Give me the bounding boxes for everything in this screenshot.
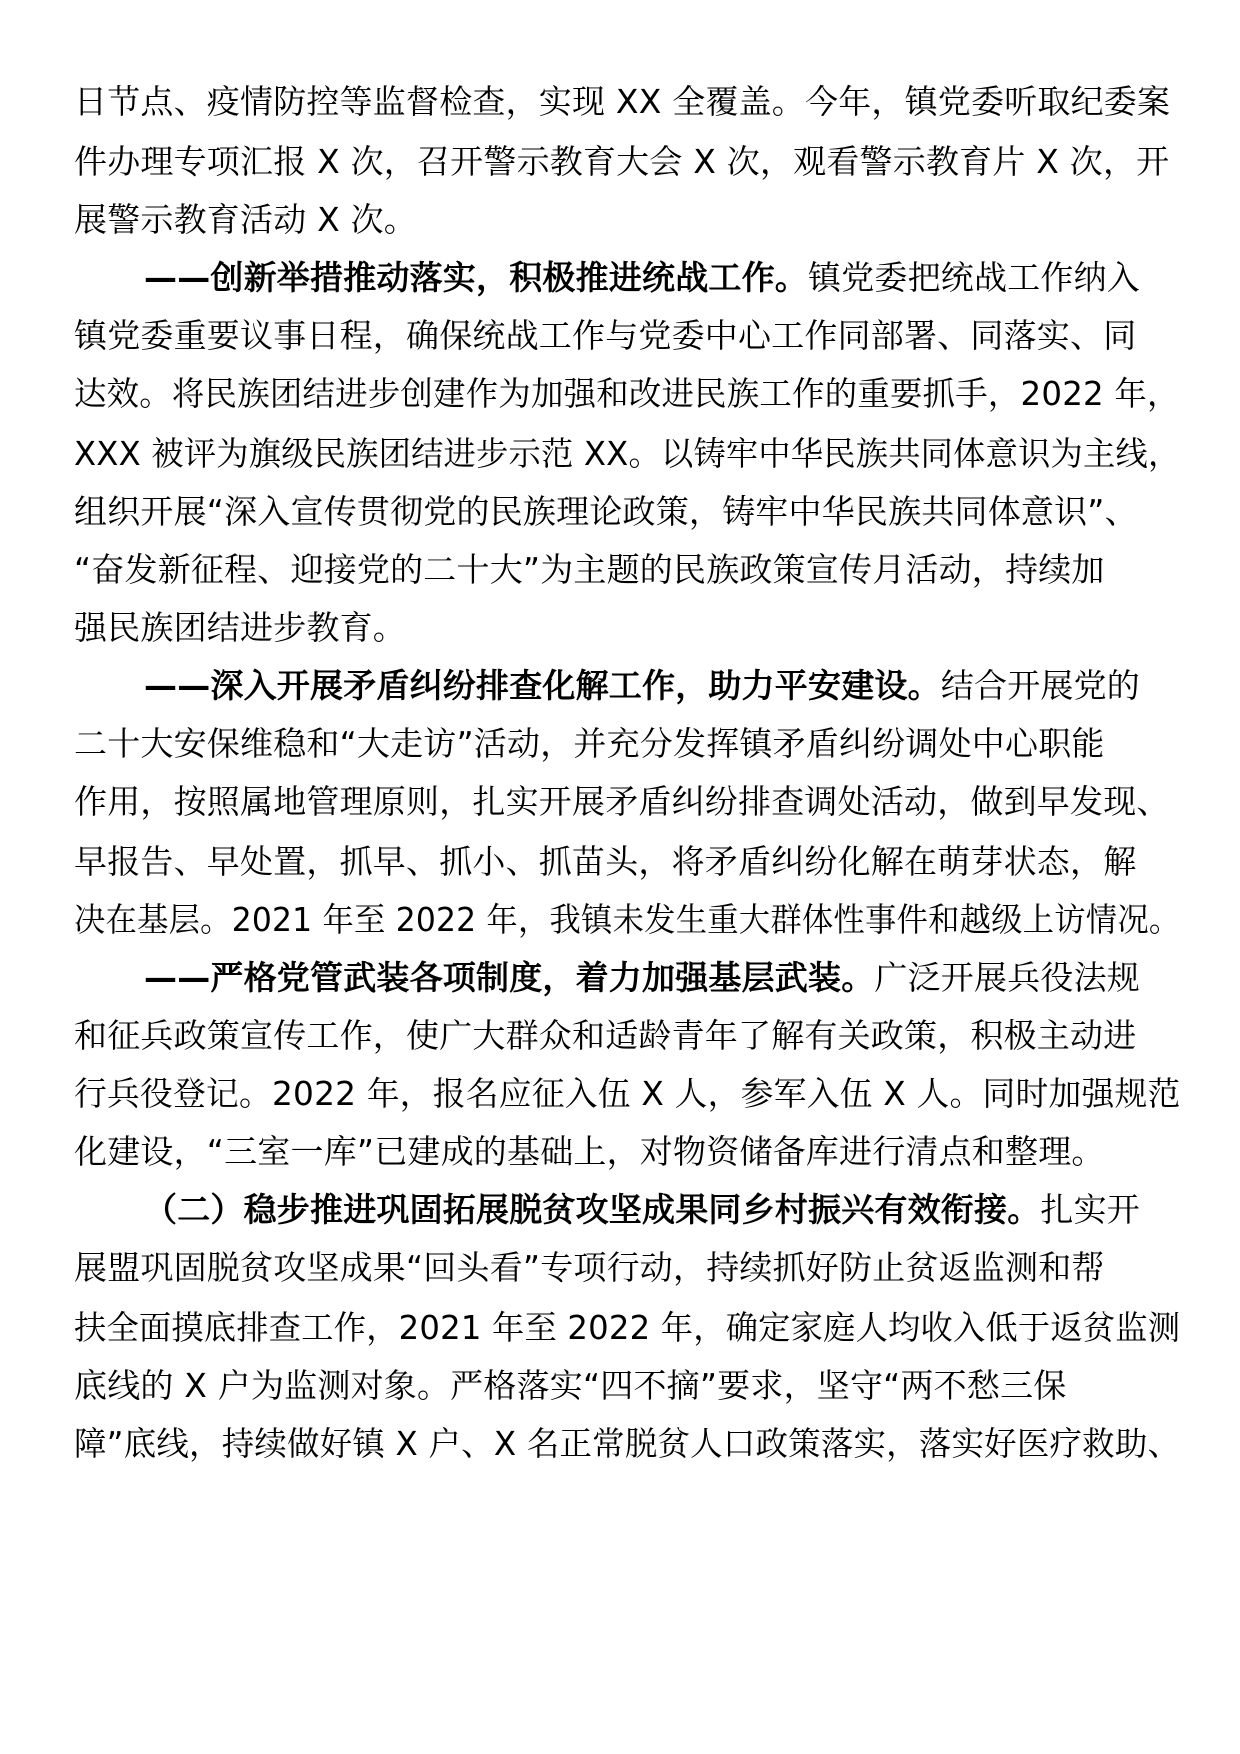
text-line: “奋发新征程、迎接党的二十大”为主题的民族政策宣传月活动，持续加 — [74, 550, 1105, 589]
paragraph-text: 广泛开展兵役法规 — [874, 958, 1141, 997]
text-line: 件办理专项汇报 X 次，召开警示教育大会 X 次，观看警示教育片 X 次，开 — [74, 142, 1170, 181]
text-line: 化建设，“三室一库”已建成的基础上，对物资储备库进行清点和整理。 — [74, 1132, 1105, 1171]
text-line: 扶全面摸底排查工作，2021 年至 2022 年，确定家庭人均收入低于返贫监测 — [74, 1308, 1181, 1347]
text-line: 早报告、早处置，抓早、抓小、抓苗头，将矛盾纠纷化解在萌芽状态，解 — [74, 842, 1137, 881]
text-line: 镇党委重要议事日程，确保统战工作与党委中心工作同部署、同落实、同 — [74, 316, 1137, 355]
text-line: 行兵役登记。2022 年，报名应征入伍 X 人，参军入伍 X 人。同时加强规范 — [74, 1074, 1181, 1113]
text-line: 展警示教育活动 X 次。 — [74, 200, 417, 239]
paragraph-heading: ——严格党管武装各项制度，着力加强基层武装。 — [144, 958, 875, 997]
paragraph-heading: ——创新举措推动落实，积极推进统战工作。 — [144, 258, 808, 297]
text-line: 组织开展“深入宣传贯彻党的民族理论政策，铸牢中华民族共同体意识”、 — [74, 492, 1138, 531]
text-line: 底线的 X 户为监测对象。严格落实“四不摘”要求，坚守“两不愁三保 — [74, 1366, 1067, 1405]
text-line: 和征兵政策宣传工作，使广大群众和适龄青年了解有关政策，积极主动进 — [74, 1016, 1137, 1055]
paragraph-text: 扎实开 — [1040, 1190, 1141, 1229]
text-line: XXX 被评为旗级民族团结进步示范 XX。以铸牢中华民族共同体意识为主线， — [74, 434, 1181, 473]
paragraph-first-line — [144, 1190, 1140, 1230]
text-line: 二十大安保维稳和“大走访”活动，并充分发挥镇矛盾纠纷调处中心职能 — [74, 724, 1105, 763]
paragraph-first-line — [144, 258, 1140, 298]
text-line: 强民族团结进步教育。 — [74, 608, 406, 647]
paragraph-text: 镇党委把统战工作纳入 — [808, 258, 1140, 297]
text-line: 决在基层。2021 年至 2022 年，我镇未发生重大群体性事件和越级上访情况。 — [74, 900, 1181, 939]
text-line: 展盟巩固脱贫攻坚成果“回头看”专项行动，持续抓好防止贫返监测和帮 — [74, 1248, 1105, 1287]
text-line: 障”底线，持续做好镇 X 户、X 名正常脱贫人口政策落实，落实好医疗救助、 — [74, 1424, 1181, 1463]
paragraph-first-line — [144, 666, 1140, 706]
paragraph-heading: ——深入开展矛盾纠纷排查化解工作，助力平安建设。 — [144, 666, 941, 705]
text-line: 作用，按照属地管理原则，扎实开展矛盾纠纷排查调处活动，做到早发现、 — [74, 782, 1170, 821]
text-line: 达效。将民族团结进步创建作为加强和改进民族工作的重要抓手，2022 年， — [74, 374, 1180, 413]
paragraph-text: 结合开展党的 — [940, 666, 1141, 705]
paragraph-first-line — [144, 958, 1140, 998]
section-heading: （二）稳步推进巩固拓展脱贫攻坚成果同乡村振兴有效衔接。 — [144, 1190, 1041, 1229]
text-line: 日节点、疫情防控等监督检查，实现 XX 全覆盖。今年，镇党委听取纪委案 — [74, 82, 1171, 121]
